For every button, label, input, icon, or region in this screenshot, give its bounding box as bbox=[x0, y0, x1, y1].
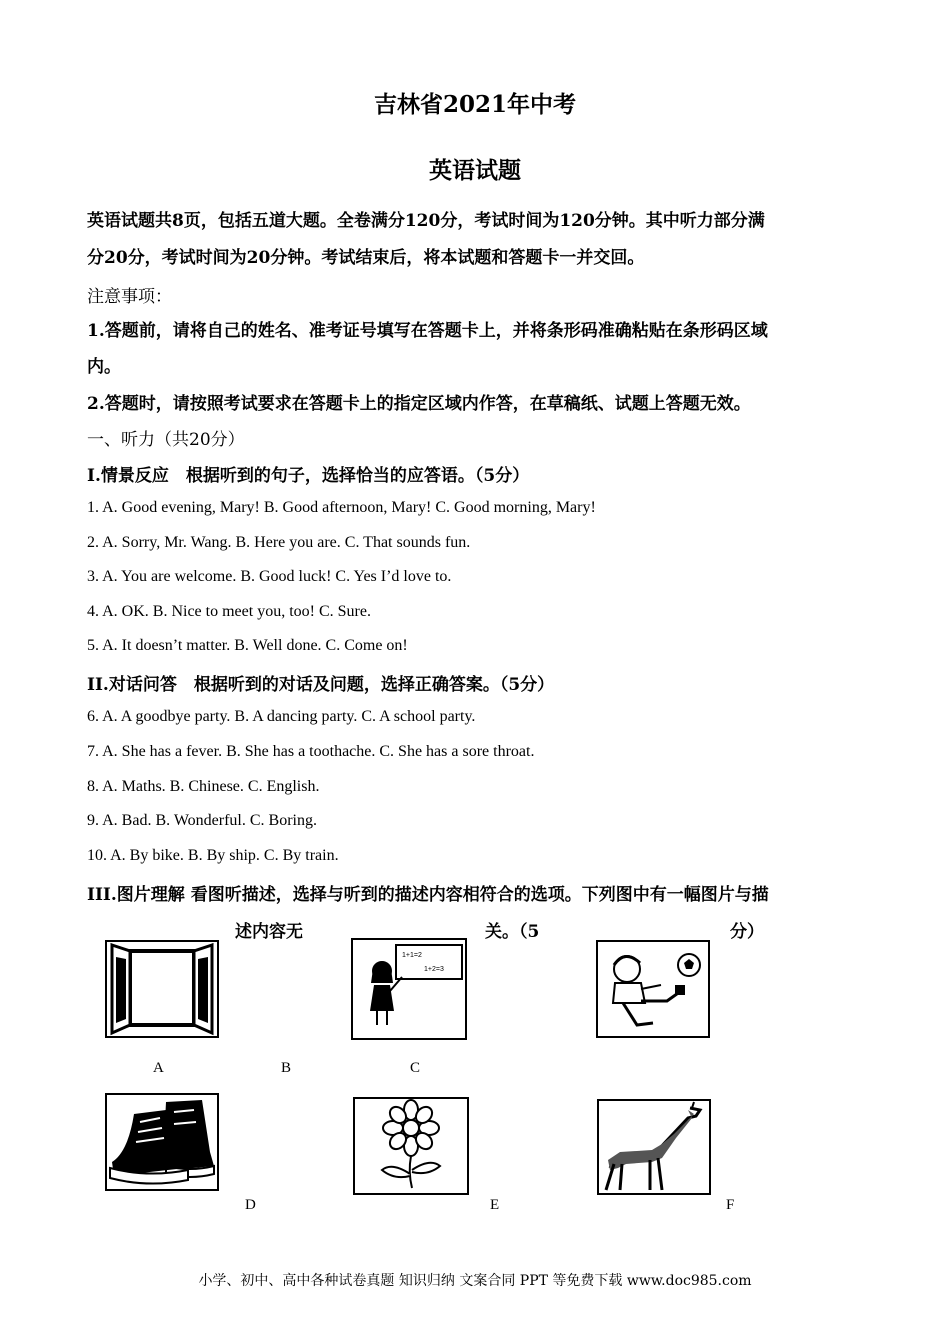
picture-label-d: D bbox=[245, 1197, 256, 1213]
question-1: 1. A. Good evening, Mary! B. Good afternoon, Mary! C. Good morning, Mary! bbox=[87, 499, 596, 516]
equation-1: 1+1=2 bbox=[402, 952, 422, 959]
picture-girl-blackboard bbox=[350, 937, 468, 1041]
question-9: 9. A. Bad. B. Wonderful. C. Boring. bbox=[87, 812, 317, 829]
note-1-line-2: 内。 bbox=[87, 357, 121, 377]
picture-flower bbox=[352, 1096, 470, 1196]
picture-label-a: A bbox=[153, 1060, 164, 1076]
giraffe-icon bbox=[596, 1098, 712, 1196]
picture-label-e: E bbox=[490, 1197, 500, 1213]
picture-label-b: B bbox=[281, 1060, 292, 1076]
question-7: 7. A. She has a fever. B. She has a toothache. C. She has a sore throat. bbox=[87, 743, 535, 760]
exam-subtitle: 英语试题 bbox=[429, 157, 521, 184]
exam-title: 吉林省2021年中考 bbox=[373, 91, 576, 118]
note-1-line-1: 1.答题前，请将自己的姓名、准考证号填写在答题卡上，并将条形码准确粘贴在条形码区域 bbox=[87, 321, 768, 341]
part-1-heading: 一、听力（共20分） bbox=[87, 430, 245, 450]
picture-label-f: F bbox=[726, 1197, 735, 1213]
section-3-cont-a: 述内容无 bbox=[235, 922, 303, 942]
question-10: 10. A. By bike. B. By ship. C. By train. bbox=[87, 847, 339, 864]
girl-teacher-icon bbox=[350, 937, 468, 1041]
intro-line-2: 分20分，考试时间为20分钟。考试结束后，将本试题和答题卡一并交回。 bbox=[87, 248, 645, 268]
flower-icon bbox=[352, 1096, 470, 1196]
picture-boy-football bbox=[595, 939, 711, 1039]
football-icon bbox=[595, 939, 711, 1039]
picture-giraffe bbox=[596, 1098, 712, 1196]
section-2-heading: II.对话问答 根据听到的对话及问题，选择正确答案。（5分） bbox=[87, 675, 555, 695]
section-3-heading: III.图片理解 看图听描述，选择与听到的描述内容相符合的选项。下列图中有一幅图片与描 bbox=[87, 885, 769, 905]
note-2: 2.答题时，请按照考试要求在答题卡上的指定区域内作答，在草稿纸、试题上答题无效。 bbox=[87, 394, 751, 414]
intro-line-1: 英语试题共8页，包括五道大题。全卷满分120分，考试时间为120分钟。其中听力部分满 bbox=[87, 211, 765, 231]
question-3: 3. A. You are welcome. B. Good luck! C. Yes I’d love to. bbox=[87, 568, 452, 585]
sneakers-icon bbox=[104, 1092, 220, 1192]
picture-sneakers bbox=[104, 1092, 220, 1192]
picture-window bbox=[104, 939, 220, 1039]
footer-text: 小学、初中、高中各种试卷真题 知识归纳 文案合同 PPT 等免费下载 www.doc985.com bbox=[198, 1273, 752, 1289]
equation-2: 1+2=3 bbox=[424, 966, 444, 973]
section-3-cont-c: 分） bbox=[730, 922, 764, 942]
notes-heading: 注意事项： bbox=[87, 287, 172, 307]
question-2: 2. A. Sorry, Mr. Wang. B. Here you are. C. That sounds fun. bbox=[87, 534, 471, 551]
question-6: 6. A. A goodbye party. B. A dancing party. C. A school party. bbox=[87, 708, 476, 725]
question-5: 5. A. It doesn’t matter. B. Well done. C. Come on! bbox=[87, 637, 408, 654]
section-1-heading: I.情景反应 根据听到的句子，选择恰当的应答语。（5分） bbox=[87, 466, 530, 486]
question-8: 8. A. Maths. B. Chinese. C. English. bbox=[87, 778, 320, 795]
picture-label-c: C bbox=[410, 1060, 421, 1076]
question-4: 4. A. OK. B. Nice to meet you, too! C. Sure. bbox=[87, 603, 371, 620]
window-icon bbox=[104, 939, 220, 1039]
section-3-cont-b: 关。（5 bbox=[485, 922, 540, 942]
